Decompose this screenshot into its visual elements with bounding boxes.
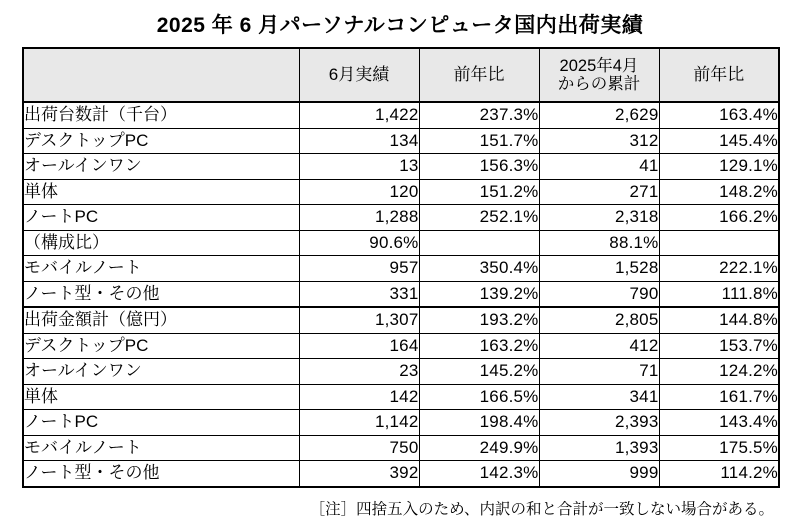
table-row <box>23 179 779 205</box>
row-cumulative-yoy-value: 222.1% <box>659 256 779 282</box>
row-month-value: 1,288 <box>299 205 419 231</box>
row-label: デスクトップPC <box>23 128 299 154</box>
row-yoy-value: 166.5% <box>419 384 539 410</box>
row-month-value: 1,142 <box>299 410 419 436</box>
row-month-value: 957 <box>299 256 419 282</box>
row-month-value: 1,422 <box>299 102 419 128</box>
row-label: オールインワン <box>23 154 299 180</box>
row-yoy-value <box>419 230 539 256</box>
row-yoy-value: 151.7% <box>419 128 539 154</box>
row-cumulative-yoy-value: 163.4% <box>659 102 779 128</box>
row-cumulative-yoy-value: 124.2% <box>659 359 779 385</box>
row-label: モバイルノート <box>23 435 299 461</box>
row-label: モバイルノート <box>23 256 299 282</box>
row-cumulative-value: 41 <box>539 154 659 180</box>
row-cumulative-value: 88.1% <box>539 230 659 256</box>
table-row <box>23 410 779 436</box>
row-label: （構成比） <box>23 230 299 256</box>
row-cumulative-yoy-value: 153.7% <box>659 333 779 359</box>
row-cumulative-value: 2,318 <box>539 205 659 231</box>
page-title: 2025 年 6 月パーソナルコンピュータ国内出荷実績 <box>156 14 644 37</box>
row-yoy-value: 198.4% <box>419 410 539 436</box>
table-row <box>23 205 779 231</box>
column-header-cumulative-line1: 2025年4月 <box>559 56 639 75</box>
table-row <box>23 102 779 128</box>
table-row <box>23 230 779 256</box>
row-label: 出荷台数計（千台） <box>23 102 299 128</box>
column-header-blank <box>23 48 299 102</box>
row-cumulative-value: 1,393 <box>539 435 659 461</box>
row-cumulative-yoy-value: 166.2% <box>659 205 779 231</box>
column-header-cumulative-line2: からの累計 <box>557 75 641 93</box>
table-row <box>23 154 779 180</box>
row-month-value: 750 <box>299 435 419 461</box>
row-cumulative-value: 999 <box>539 461 659 487</box>
table-body <box>23 102 779 487</box>
row-month-value: 13 <box>299 154 419 180</box>
row-yoy-value: 237.3% <box>419 102 539 128</box>
table-row <box>23 333 779 359</box>
row-yoy-value: 350.4% <box>419 256 539 282</box>
row-yoy-value: 145.2% <box>419 359 539 385</box>
row-month-value: 142 <box>299 384 419 410</box>
row-month-value: 392 <box>299 461 419 487</box>
row-month-value: 331 <box>299 281 419 307</box>
table-row <box>23 281 779 307</box>
table-row <box>23 128 779 154</box>
row-month-value: 90.6% <box>299 230 419 256</box>
table-header-row <box>23 48 779 102</box>
row-cumulative-yoy-value: 144.8% <box>659 307 779 333</box>
row-label: ノートPC <box>23 205 299 231</box>
row-label: オールインワン <box>23 359 299 385</box>
row-cumulative-yoy-value: 111.8% <box>659 281 779 307</box>
column-header-month: 6月実績 <box>299 48 419 102</box>
row-label: ノート型・その他 <box>23 281 299 307</box>
row-label: 単体 <box>23 179 299 205</box>
row-yoy-value: 193.2% <box>419 307 539 333</box>
row-cumulative-yoy-value: 129.1% <box>659 154 779 180</box>
row-yoy-value: 252.1% <box>419 205 539 231</box>
row-yoy-value: 139.2% <box>419 281 539 307</box>
column-header-cumulative <box>539 48 659 102</box>
row-label: デスクトップPC <box>23 333 299 359</box>
row-cumulative-value: 271 <box>539 179 659 205</box>
row-yoy-value: 151.2% <box>419 179 539 205</box>
table-row <box>23 461 779 487</box>
row-cumulative-yoy-value: 161.7% <box>659 384 779 410</box>
row-month-value: 120 <box>299 179 419 205</box>
row-cumulative-value: 2,393 <box>539 410 659 436</box>
table-container <box>0 47 800 488</box>
table-row <box>23 384 779 410</box>
table-note: ［注］四捨五入のため、内訳の和と合計が一致しない場合がある。 <box>309 500 774 518</box>
row-month-value: 134 <box>299 128 419 154</box>
shipments-table <box>22 47 780 488</box>
row-cumulative-yoy-value: 143.4% <box>659 410 779 436</box>
row-cumulative-yoy-value <box>659 230 779 256</box>
row-label: 単体 <box>23 384 299 410</box>
row-cumulative-value: 71 <box>539 359 659 385</box>
row-cumulative-value: 2,629 <box>539 102 659 128</box>
row-yoy-value: 142.3% <box>419 461 539 487</box>
table-row <box>23 307 779 333</box>
table-row <box>23 435 779 461</box>
column-header-yoy: 前年比 <box>419 48 539 102</box>
row-yoy-value: 156.3% <box>419 154 539 180</box>
row-cumulative-yoy-value: 148.2% <box>659 179 779 205</box>
row-cumulative-yoy-value: 114.2% <box>659 461 779 487</box>
table-header <box>23 48 779 102</box>
row-yoy-value: 163.2% <box>419 333 539 359</box>
row-month-value: 23 <box>299 359 419 385</box>
table-row <box>23 256 779 282</box>
column-header-cumulative-yoy: 前年比 <box>659 48 779 102</box>
row-label: ノートPC <box>23 410 299 436</box>
row-cumulative-value: 412 <box>539 333 659 359</box>
row-label: 出荷金額計（億円） <box>23 307 299 333</box>
table-row <box>23 359 779 385</box>
row-cumulative-value: 312 <box>539 128 659 154</box>
row-label: ノート型・その他 <box>23 461 299 487</box>
row-cumulative-value: 1,528 <box>539 256 659 282</box>
row-cumulative-yoy-value: 145.4% <box>659 128 779 154</box>
row-cumulative-value: 341 <box>539 384 659 410</box>
row-yoy-value: 249.9% <box>419 435 539 461</box>
row-cumulative-value: 790 <box>539 281 659 307</box>
row-month-value: 1,307 <box>299 307 419 333</box>
row-month-value: 164 <box>299 333 419 359</box>
row-cumulative-yoy-value: 175.5% <box>659 435 779 461</box>
row-cumulative-value: 2,805 <box>539 307 659 333</box>
